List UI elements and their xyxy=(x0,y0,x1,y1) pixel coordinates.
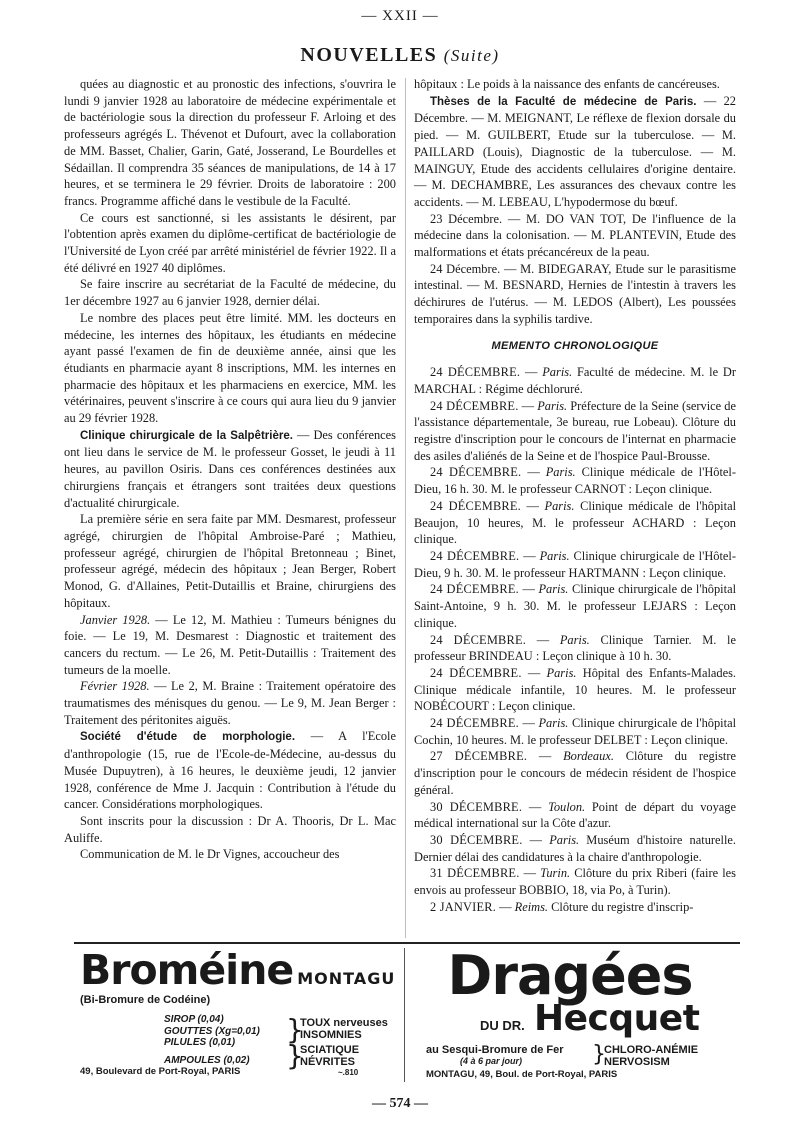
memento-entry: 30 DÉCEMBRE. — Paris. Muséum d'histoire naturelle. Dernier délai des candidatures à la chaire d'anthropologie. xyxy=(414,832,736,864)
section-title-suffix: (Suite) xyxy=(443,46,500,65)
paragraph xyxy=(414,76,736,93)
paragraph xyxy=(64,76,396,210)
paragraph xyxy=(414,211,736,261)
paragraph-text: — Le 2, M. Braine : Traitement opératoire des traumatismes des ménisques du genou. — Le 9, M. Jean Berger : Traitement des péritonites aiguës. xyxy=(64,679,396,727)
memento-place: Toulon. xyxy=(548,799,586,814)
paragraph xyxy=(64,511,396,611)
dragees-advertisement xyxy=(420,944,740,1082)
memento-entry: 24 DÉCEMBRE. — Paris. Clinique chirurgicale de l'Hôtel-Dieu, 9 h. 30. M. le professeur HARTMANN : Leçon clinique. xyxy=(414,548,736,580)
paragraph-text: — Des conférences ont lieu dans le service de M. le professeur Gosset, le jeudi à 11 heures, au pavillon Osiris. Dans ces conférences destinées aux chirurgiens français et étrangers sont traitées deux questions d'actualité chirurgicale. xyxy=(64,427,396,510)
memento-text: Clinique Tarnier. M. le professeur BRINDEAU : Leçon clinique à 10 h. 30. xyxy=(414,632,737,664)
memento-text: Clinique chirurgicale de l'hôpital Saint-Antoine, 9 h. 30. M. le professeur LEJARS : Leçon clinique. xyxy=(414,582,737,630)
memento-text: Clinique médicale de l'Hôtel-Dieu, 16 h. 30. M. le professeur CARNOT : Leçon clinique. xyxy=(414,465,737,497)
column-divider xyxy=(405,78,406,938)
brace-icon: } xyxy=(286,1039,304,1072)
dragees-name: Hecquet xyxy=(534,998,700,1039)
memento-date: 27 DÉCEMBRE. xyxy=(430,749,528,764)
memento-place: Paris. xyxy=(538,716,569,731)
memento-place: Turin. xyxy=(540,866,571,881)
memento-date: 24 DÉCEMBRE. xyxy=(430,632,527,647)
paragraph-lead: Février 1928. xyxy=(80,679,150,694)
memento-text: Clôture du registre d'inscription pour le concours de médecin résident de l'hospice général. xyxy=(414,749,736,797)
paragraph-heading: Thèses de la Faculté de médecine de Paris. xyxy=(430,95,697,108)
memento-entry: 24 DÉCEMBRE. — Paris. Clinique Tarnier. M. le professeur BRINDEAU : Leçon clinique à 10 h. 30. xyxy=(414,632,737,664)
dragees-du: DU DR. xyxy=(480,1018,525,1033)
bromeine-brand: Broméine xyxy=(80,946,294,994)
paragraph-text: Ce cours est sanctionné, si les assistants le désirent, par l'obtention après examen du diplôme-certificat de bactériologie de l'Université de Lyon créé par arrêté ministériel de février 1922. Il a été délivré en 1927 40 diplômes. xyxy=(64,210,396,275)
paragraph xyxy=(64,427,396,512)
memento-place: Paris. xyxy=(559,632,590,647)
memento-text: Clinique médicale de l'hôpital Beaujon, 10 heures, M. le professeur ACHARD : Leçon clinique. xyxy=(414,498,737,547)
dragees-address: MONTAGU, 49, Boul. de Port-Royal, PARIS xyxy=(426,1069,618,1080)
memento-entry: 24 DÉCEMBRE. — Paris. Clinique chirurgicale de l'hôpital Cochin, 10 heures. M. le professeur DELBET : Leçon clinique. xyxy=(414,716,737,747)
memento-place: Paris. xyxy=(539,548,570,563)
bromeine-indication: INSOMNIES xyxy=(300,1028,362,1041)
memento-place: Bordeaux. xyxy=(563,749,614,764)
paragraph xyxy=(64,813,396,846)
memento-place: Paris. xyxy=(544,498,575,513)
dragees-composition: au Sesqui-Bromure de Fer xyxy=(426,1044,564,1056)
bromeine-code: ~.810 xyxy=(338,1068,359,1077)
paragraph xyxy=(64,678,396,728)
memento-date: 24 DÉCEMBRE. xyxy=(430,665,522,680)
paragraph xyxy=(64,210,396,277)
bromeine-subtitle: (Bi-Bromure de Codéine) xyxy=(80,994,211,1006)
paragraph-text: 24 Décembre. — M. BIDEGARAY, Etude sur le parasitisme intestinal. — M. BESNARD, Hernies de l'intestin à travers les déchirures de l'utérus. — M. LEDOS (Albert), Les poussées temporaires dans la syphilis tardive. xyxy=(414,261,736,326)
memento-date: 24 DÉCEMBRE. xyxy=(430,548,520,563)
dragees-indication: CHLORO-ANÉMIE xyxy=(604,1044,699,1056)
brace-icon: } xyxy=(592,1042,606,1067)
paragraph-text: Se faire inscrire au secrétariat de la Faculté de médecine, du 1er décembre 1927 au 6 janvier 1928, dernier délai. xyxy=(64,277,396,309)
bromeine-indications-2 xyxy=(300,1045,359,1068)
memento-text: Hôpital des Enfants-Malades. Clinique médicale infantile, 10 heures. M. le professeur NOBÉCOURT : Leçon clinique. xyxy=(414,665,737,714)
memento-text: Muséum d'histoire naturelle. Dernier délai des candidatures à la chaire d'anthropologie. xyxy=(414,832,736,864)
memento-place: Paris. xyxy=(546,665,577,680)
memento-date: 24 DÉCEMBRE. xyxy=(430,398,519,413)
memento-date: 24 DÉCEMBRE. xyxy=(430,465,522,480)
memento-entry: 24 DÉCEMBRE. — Paris. Clinique médicale de l'hôpital Beaujon, 10 heures, M. le professeur ACHARD : Leçon clinique. xyxy=(414,498,737,547)
bromeine-advertisement xyxy=(80,948,396,1082)
memento-place: Paris. xyxy=(549,832,580,847)
bromeine-indication: SCIATIQUE xyxy=(300,1044,360,1056)
paragraph-text: La première série en sera faite par MM. Desmarest, professeur agrégé, chirurgien de l'hôpital Ambroise-Paré ; Mathieu, professeur agrégé, chirurgien de l'hôpital Bretonneau ; Binet, professeur agrégé, médecin des hôpitaux ; Jean Berger, Robert Monod, G. d'Allaines, Petit-Dutaillis et Braine, chirurgiens des hôpitaux. xyxy=(64,512,396,610)
bromeine-address: 49, Boulevard de Port-Royal, PARIS xyxy=(80,1066,241,1077)
memento-heading: MEMENTO CHRONOLOGIQUE xyxy=(491,339,659,352)
memento-entry: 27 DÉCEMBRE. — Bordeaux. Clôture du registre d'inscription pour le concours de médecin résident de l'hospice général. xyxy=(414,749,736,797)
bromeine-indication: NÉVRITES xyxy=(300,1055,356,1068)
paragraph-text: — A l'Ecole d'anthropologie (15, rue de l'Ecole-de-Médecine, au-dessus du Musée Dupuytren), à 16 heures, le deuxième jeudi, 12 janvier 1928, conférence de Mme J. Jacquin : Contribution à l'étude du cancer. Considérations morphologiques. xyxy=(64,729,396,812)
paragraph-heading: Société d'étude de morphologie. xyxy=(80,731,296,744)
memento-date: 31 DÉCEMBRE. xyxy=(430,866,520,881)
paragraph-text: Communication de M. le Dr Vignes, accoucheur des xyxy=(80,847,340,862)
memento-text: Faculté de médecine. M. le Dr MARCHAL : Régime déchloruré. xyxy=(414,365,737,396)
bromeine-form-1: SIROP (0,04) xyxy=(164,1014,224,1025)
paragraph xyxy=(64,310,396,427)
memento-place: Paris. xyxy=(538,582,569,597)
memento-date: 30 DÉCEMBRE. xyxy=(430,832,523,847)
bromeine-indications-1 xyxy=(300,1018,388,1041)
section-title xyxy=(0,44,800,67)
memento-list xyxy=(414,364,736,915)
dragees-indications xyxy=(604,1045,698,1068)
memento-place: Paris. xyxy=(537,398,568,413)
memento-text: Préfecture de la Seine (service de l'assistance départementale, 3e bureau, rue Lobeau). Clôture du registre d'inscription pour le concours de l'internat en pharmacie des asiles d'aliénés de la Seine et de l'hospice Paul-Brousse. xyxy=(414,398,736,463)
memento-entry: 30 DÉCEMBRE. — Toulon. Point de départ du voyage médical international sur la Côte d'azur. xyxy=(414,799,736,831)
paragraph xyxy=(414,93,736,211)
paragraph-text: hôpitaux : Le poids à la naissance des enfants de cancéreuses. xyxy=(414,77,720,91)
memento-text: Point de départ du voyage médical international sur la Côte d'azur. xyxy=(414,799,736,831)
dragees-title: Dragées xyxy=(447,944,693,1007)
memento-entry: 31 DÉCEMBRE. — Turin. Clôture du prix Riberi (faire les envois au professeur BOBBIO, 18, via Po, à Turin). xyxy=(414,866,736,898)
bromeine-brand-suffix: MONTAGU xyxy=(297,969,396,988)
memento-date: 24 DÉCEMBRE. xyxy=(430,582,519,597)
memento-date: 24 DÉCEMBRE. xyxy=(430,365,521,380)
memento-date: 24 DÉCEMBRE. xyxy=(430,716,519,731)
memento-text: Clinique chirurgicale de l'Hôtel-Dieu, 9 h. 30. M. le professeur HARTMANN : Leçon clinique. xyxy=(414,548,736,580)
dragees-dosage: (4 à 6 par jour) xyxy=(460,1056,523,1066)
paragraph-text: Sont inscrits pour la discussion : Dr A. Thooris, Dr L. Mac Auliffe. xyxy=(64,813,396,845)
bromeine-form-4: AMPOULES (0,02) xyxy=(164,1054,250,1066)
theses-section xyxy=(414,76,736,328)
paragraph-lead: Janvier 1928. xyxy=(80,612,151,627)
memento-date: 24 DÉCEMBRE. xyxy=(430,498,521,513)
memento-date: 2 JANVIER. xyxy=(430,899,497,914)
memento-entry: 24 DÉCEMBRE. — Paris. Préfecture de la Seine (service de l'assistance départementale, 3e bureau, rue Lobeau). Clôture du registre d'inscription pour le concours de l'internat en pharmacie des asiles d'aliénés de la Seine et de l'hospice Paul-Brousse. xyxy=(414,398,736,463)
bromeine-form-3: PILULES (0,01) xyxy=(164,1037,236,1048)
paragraph xyxy=(64,276,396,309)
memento-entry: 24 DÉCEMBRE. — Paris. Clinique chirurgicale de l'hôpital Saint-Antoine, 9 h. 30. M. le professeur LEJARS : Leçon clinique. xyxy=(414,582,737,630)
paragraph-heading: Clinique chirurgicale de la Salpêtrière. xyxy=(80,429,293,442)
paragraph-text: 23 Décembre. — M. DO VAN TOT, De l'influence de la médecine dans la colonisation. — M. PLANTEVIN, Etude des malformations et états précancéreux de la peau. xyxy=(414,211,736,260)
section-title-text: NOUVELLES xyxy=(300,44,438,66)
paragraph-text: — 22 Décembre. — M. MEIGNANT, Le réflexe de flexion dorsale du pied. — M. GUILBERT, Etude sur la tuberculose. — M. PAILLARD (Louis), Diagnostic de la tuberculose. — M. MAINGUY, Etude des accidents cellulaires d'origine dentaire. — M. DECHAMBRE, Les assurances des chevaux contre les accidents. — M. LEBEAU, L'hypodermose du bœuf. xyxy=(414,93,736,209)
left-text-column xyxy=(64,76,396,863)
brace-icon: } xyxy=(286,1013,304,1046)
memento-text: Clôture du registre d'inscrip- xyxy=(548,899,694,914)
bromeine-form-2: GOUTTES (Xg=0,01) xyxy=(164,1025,260,1037)
roman-page-number: — XXII — xyxy=(361,8,439,24)
memento-place: Paris. xyxy=(542,365,573,380)
memento-text: Clôture du prix Riberi (faire les envois au professeur BOBBIO, 18, via Po, à Turin). xyxy=(414,866,736,898)
page-number: — 574 — xyxy=(372,1096,428,1111)
bromeine-indication: TOUX nerveuses xyxy=(300,1017,388,1029)
paragraph-text: Le nombre des places peut être limité. MM. les docteurs en médecine, les internes des hôpitaux, les étudiants en médecine ayant passé l'examen de fin de deuxième année, ainsi que les étudiants en pharmacie ayant 8 inscriptions, MM. les internes en pharmacie des hôpitaux et les pharmaciens en exercice, MM. les vétérinaires, peuvent s'inscrire à ce cours qui aura lieu du 9 janvier au 29 février 1928. xyxy=(64,310,396,426)
memento-entry: 24 DÉCEMBRE. — Paris. Faculté de médecine. M. le Dr MARCHAL : Régime déchloruré. xyxy=(414,365,737,396)
paragraph-text: quées au diagnostic et au pronostic des infections, s'ouvrira le lundi 9 janvier 1928 au laboratoire de médecine expérimentale et de bactériologie sous la direction du professeur F. Arloing et des professeurs agrégés L. Thévenot et Dufourt, avec la collaboration de MM. Basset, Chalier, Garin, Gaté, Josserand, Le Bourdelles et Sédaillan. Il comprendra 35 séances de manipulations, de 14 à 17 heures, et se terminera le 29 février. Droits de laboratoire : 200 francs. Programme affiché dans le vestibule de la Faculté. xyxy=(64,77,396,208)
memento-entry: 24 DÉCEMBRE. — Paris. Hôpital des Enfants-Malades. Clinique médicale infantile, 10 heures. M. le professeur NOBÉCOURT : Leçon clinique. xyxy=(414,665,737,714)
bromeine-forms xyxy=(164,1014,260,1066)
memento-entry: 24 DÉCEMBRE. — Paris. Clinique médicale de l'Hôtel-Dieu, 16 h. 30. M. le professeur CARNOT : Leçon clinique. xyxy=(414,465,737,497)
paragraph xyxy=(64,846,396,863)
memento-place: Paris. xyxy=(545,465,576,480)
memento-date: 30 DÉCEMBRE. xyxy=(430,799,523,814)
memento-place: Reims. xyxy=(514,899,549,914)
dragees-indication: NERVOSISM xyxy=(604,1055,670,1068)
advertisement-divider xyxy=(404,948,405,1082)
paragraph-text: — Le 12, M. Mathieu : Tumeurs bénignes du foie. — Le 19, M. Desmarest : Diagnostic et traitement des cancers du rectum. — Le 26, M. Petit-Dutaillis : Traitement des tumeurs de la moelle. xyxy=(64,612,396,677)
right-text-column xyxy=(414,76,736,915)
paragraph xyxy=(64,612,396,679)
paragraph xyxy=(414,261,736,328)
memento-entry: 2 JANVIER. — Reims. Clôture du registre d'inscrip- xyxy=(430,899,694,914)
memento-text: Clinique chirurgicale de l'hôpital Cochin, 10 heures. M. le professeur DELBET : Leçon clinique. xyxy=(414,716,737,747)
paragraph xyxy=(64,728,396,813)
